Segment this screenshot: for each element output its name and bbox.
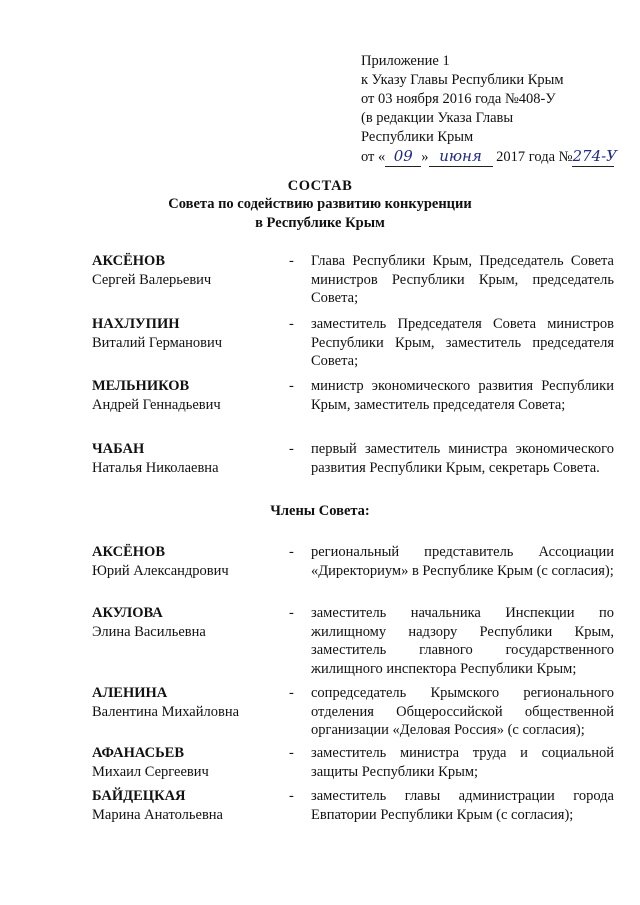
person-name xyxy=(92,252,282,289)
role-description: сопредседатель Крымского регионального отделения Общероссийской общественной организации «Деловая Россия» (с согласия); xyxy=(311,685,614,738)
given-name: Элина Васильевна xyxy=(92,623,206,640)
surname: ЧАБАН xyxy=(92,441,145,457)
given-name: Марина Анатольевна xyxy=(92,806,223,823)
role-description: заместитель главы администрации города Евпатории Республики Крым (с согласия); xyxy=(311,788,614,823)
surname: АКУЛОВА xyxy=(92,605,163,621)
given-name: Наталья Николаевна xyxy=(92,459,219,476)
handwritten-day: 09 xyxy=(385,147,421,167)
role-description: заместитель начальника Инспекции по жилищному надзору Республики Крым, заместитель главного государственного жилищного инспектора Республики Крым; xyxy=(311,605,614,677)
separator-dash: - xyxy=(289,605,294,621)
person-name xyxy=(92,315,282,352)
role-description: Глава Республики Крым, Председатель Совета министров Республики Крым, председатель Совета; xyxy=(311,253,614,306)
date-prefix: от « xyxy=(361,149,386,165)
surname: АКСЁНОВ xyxy=(92,253,165,269)
surname: НАХЛУПИН xyxy=(92,316,180,332)
handwritten-number: 274-У xyxy=(572,147,618,165)
surname: АКСЁНОВ xyxy=(92,544,165,560)
document-title: СОСТАВ xyxy=(287,178,353,194)
given-name: Юрий Александрович xyxy=(92,562,229,579)
role-description: заместитель Председателя Совета министров Республики Крым, заместитель председателя Совета; xyxy=(311,316,614,369)
person-name xyxy=(92,684,282,721)
annex-line: к Указу Главы Республики Крым xyxy=(361,72,564,88)
given-name: Виталий Германович xyxy=(92,334,223,351)
given-name: Сергей Валерьевич xyxy=(92,271,212,288)
separator-dash: - xyxy=(289,685,294,701)
person-name xyxy=(92,440,282,477)
date-mid: » xyxy=(421,149,429,165)
annex-line: (в редакции Указа Главы xyxy=(361,110,514,126)
surname: БАЙДЕЦКАЯ xyxy=(92,788,186,804)
separator-dash: - xyxy=(289,316,294,332)
document-subtitle: в Республике Крым xyxy=(255,215,385,231)
annex-line: Республики Крым xyxy=(361,129,474,145)
role-description: министр экономического развития Республики Крым, заместитель председателя Совета; xyxy=(311,378,614,413)
separator-dash: - xyxy=(289,253,294,269)
annex-line: Приложение 1 xyxy=(361,53,450,69)
annex-line: от 03 ноября 2016 года №408-У xyxy=(361,91,556,107)
person-name xyxy=(92,787,282,824)
given-name: Андрей Геннадьевич xyxy=(92,396,221,413)
document-subtitle: Совета по содействию развитию конкуренции xyxy=(168,196,472,212)
person-name xyxy=(92,604,282,641)
surname: АЛЕНИНА xyxy=(92,685,168,701)
role-description: первый заместитель министра экономического развития Республики Крым, секретарь Совета. xyxy=(311,441,614,476)
separator-dash: - xyxy=(289,745,294,761)
role-description: заместитель министра труда и социальной защиты Республики Крым; xyxy=(311,745,614,780)
separator-dash: - xyxy=(289,788,294,804)
surname: АФАНАСЬЕВ xyxy=(92,745,184,761)
separator-dash: - xyxy=(289,441,294,457)
surname: МЕЛЬНИКОВ xyxy=(92,378,190,394)
person-name xyxy=(92,543,282,580)
role-description: региональный представитель Ассоциации «Директориум» в Республике Крым (с согласия); xyxy=(311,544,614,579)
separator-dash: - xyxy=(289,544,294,560)
given-name: Валентина Михайловна xyxy=(92,703,240,720)
annex-header xyxy=(361,52,618,167)
given-name: Михаил Сергеевич xyxy=(92,763,209,780)
person-name xyxy=(92,377,282,414)
members-heading: Члены Совета: xyxy=(270,503,370,519)
separator-dash: - xyxy=(289,378,294,394)
person-name xyxy=(92,744,282,781)
annex-date-line xyxy=(361,147,618,167)
date-year: 2017 года № xyxy=(492,149,573,165)
handwritten-month: июня xyxy=(429,147,493,167)
